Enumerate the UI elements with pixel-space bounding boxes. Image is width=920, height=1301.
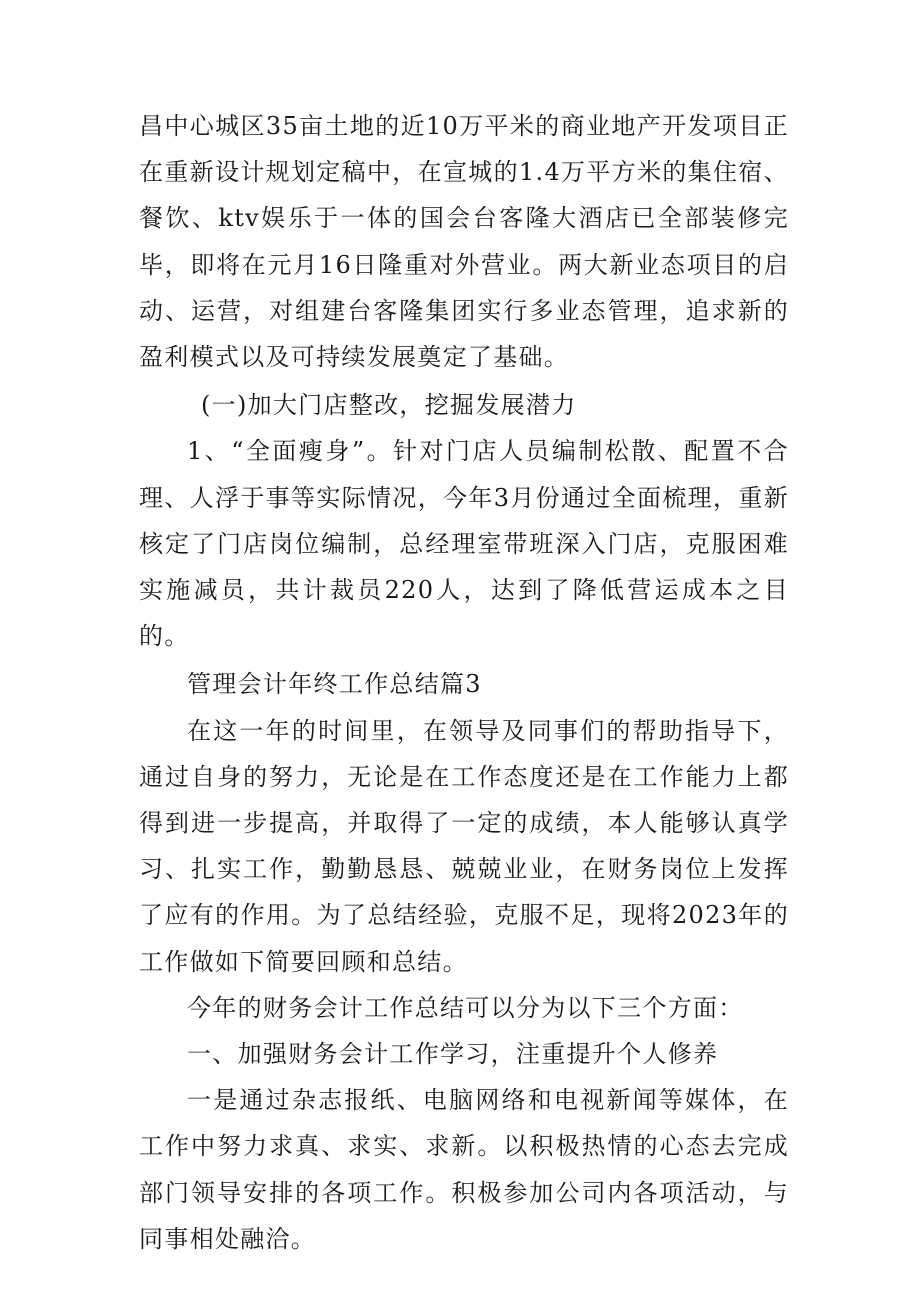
document-body — [139, 103, 789, 1262]
paragraph-continued-project-update: 昌中心城区35亩土地的近10万平米的商业地产开发项目正在重新设计规划定稿中，在宣城的1.4万平方米的集住宿、餐饮、ktv娱乐于一体的国会台客隆大酒店已全部装修完毕，即将在元月16日隆重对外营业。两大新业态项目的启动、运营，对组建台客隆集团实行多业态管理，追求新的盈利模式以及可持续发展奠定了基础。 — [139, 112, 789, 372]
heading-strengthen-learning: 一、加强财务会计工作学习，注重提升个人修养 — [187, 1040, 719, 1069]
paragraph-media-learning: 一是通过杂志报纸、电脑网络和电视新闻等媒体，在工作中努力求真、求实、求新。以积极热情的心态去完成部门领导安排的各项工作。积极参加公司内各项活动，与同事相处融洽。 — [139, 1086, 789, 1253]
paragraph-year-review: 在这一年的时间里，在领导及同事们的帮助指导下，通过自身的努力，无论是在工作态度还是在工作能力上都得到进一步提高，并取得了一定的成绩，本人能够认真学习、扎实工作，勤勤恳恳、兢兢业业，在财务岗位上发挥了应有的作用。为了总结经验，克服不足，现将2023年的工作做如下简要回顾和总结。 — [139, 716, 789, 976]
paragraph-full-slimming: 1、“全面瘦身”。针对门店人员编制松散、配置不合理、人浮于事等实际情况，今年3月份通过全面梳理，重新核定了门店岗位编制，总经理室带班深入门店，克服困难实施减员，共计裁员220人，达到了降低营运成本之目的。 — [139, 437, 789, 651]
paragraph-three-aspects: 今年的财务会计工作总结可以分为以下三个方面： — [187, 993, 744, 1022]
section-title: 管理会计年终工作总结篇3 — [187, 670, 482, 699]
subheading-store-rectification: (一)加大门店整改，挖掘发展潜力 — [201, 391, 577, 420]
